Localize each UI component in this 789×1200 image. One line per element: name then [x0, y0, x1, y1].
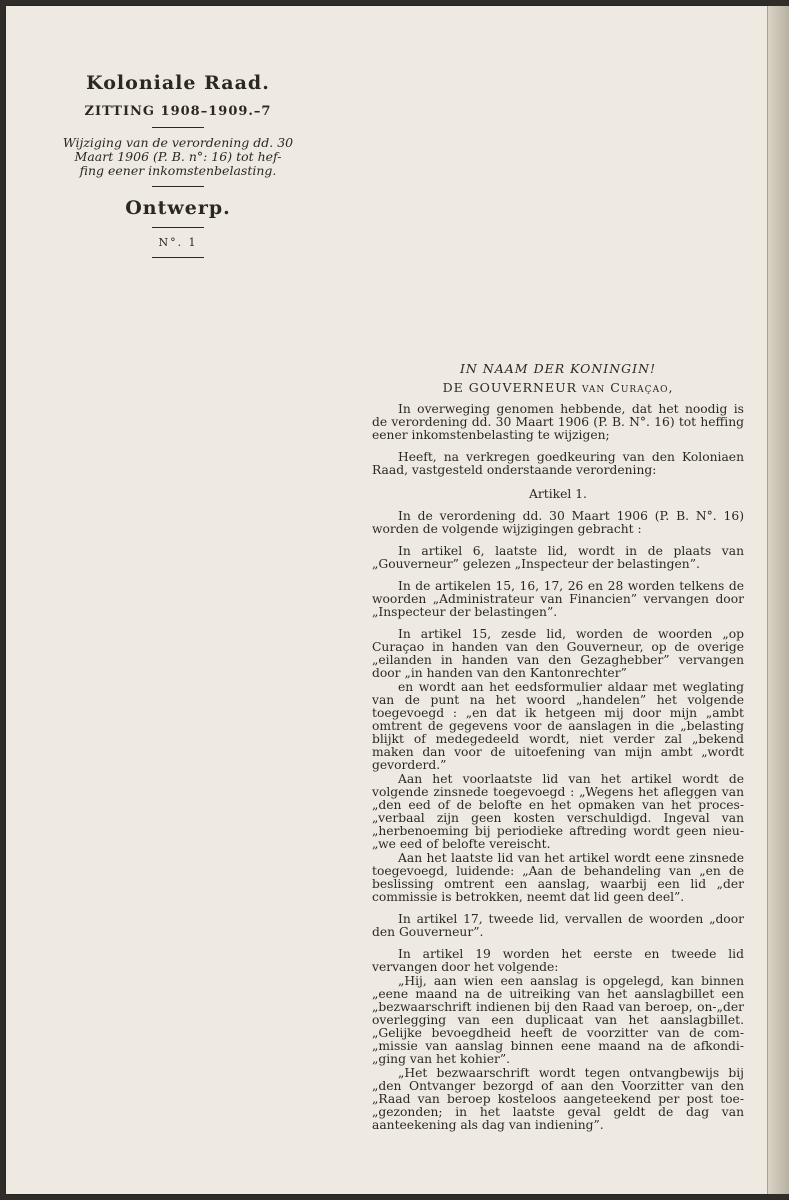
invocation-line: IN NAAM DER KONINGIN!: [459, 361, 657, 376]
council-title: Koloniale Raad.: [86, 72, 270, 94]
document-page: [6, 6, 768, 1194]
document-body: [372, 362, 744, 1132]
governor-territory: van Curaçao,: [582, 380, 674, 395]
enactment-paragraph: Heeft, na verkregen goedkeuring van den Koloniaen Raad, vastgesteld onderstaande verordening:: [372, 450, 744, 477]
article-paragraph: In de verordening dd. 30 Maart 1906 (P. B. N°. 16) worden de volgende wijzigingen gebracht :: [372, 509, 744, 536]
header-rule: [152, 257, 204, 258]
article-paragraph: en wordt aan het eedsformulier aldaar met weglating van de punt na het woord „handelen” het volgende toegevoegd : „en dat ik hetgeen mij door mijn „ambt omtrent de gegevens voor de aanslagen in die „belasting blijkt of medegedeeld wordt, niet verder zal „bekend maken dan voor de uitoefening van mijn ambt „wordt gevorderd.”: [372, 680, 744, 772]
article-paragraph: „Hij, aan wien een aanslag is opgelegd, kan binnen „eene maand na de uitreiking van het aanslagbillet een „bezwaarschrift indienen bij den Raad van beroep, on-„der overlegging van een duplicaat van het aanslagbillet. „Gelijke bevoegdheid heeft de voorzitter van de com-„missie van aanslag binnen eene maand na de afkondi-„ging van het kohier”.: [372, 974, 744, 1066]
subject-description: Wijziging van de verordening dd. 30 Maart 1906 (P. B. n°: 16) tot hef- fing eener inkomstenbelasting.: [62, 135, 294, 178]
article-paragraph: In de artikelen 15, 16, 17, 26 en 28 worden telkens de woorden „Administrateur van Financien” vervangen door „Inspecteur der belastingen”.: [372, 579, 744, 619]
preamble-paragraph: In overweging genomen hebbende, dat het noodig is de verordening dd. 30 Maart 1906 (P. B. N°. 16) tot heffing eener inkomstenbelasting te wijzigen;: [372, 402, 744, 442]
article-paragraph: „Het bezwaarschrift wordt tegen ontvangbewijs bij „den Ontvanger bezorgd of aan den Voorzitter van den „Raad van beroep kosteloos aangeteekend per post toe-„gezonden; in het laatste geval geldt de dag van aanteekening als dag van indiening”.: [372, 1066, 744, 1132]
article-paragraph: Aan het voorlaatste lid van het artikel wordt de volgende zinsnede toegevoegd : „Wegens het afleggen van „den eed of de belofte en het opmaken van het proces-„verbaal zijn geen kosten verschuldigd. Ingeval van „herbenoeming bij periodieke aftreding wordt geen nieu-„we eed of belofte vereischt.: [372, 772, 744, 851]
governor-title: DE GOUVERNEUR: [442, 380, 583, 395]
article-paragraph: Aan het laatste lid van het artikel wordt eene zinsnede toegevoegd, luidende: „Aan de behandeling van „en de beslissing omtrent een aanslag, waarbij een lid „der commissie is betrokken, neemt dat lid geen deel”.: [372, 851, 744, 904]
document-number: N°. 1: [158, 236, 198, 249]
document-header: [58, 72, 298, 266]
header-rule: [152, 186, 204, 187]
article-paragraph: In artikel 6, laatste lid, wordt in de plaats van „Gouverneur” gelezen „Inspecteur der belastingen”.: [372, 544, 744, 571]
session-label: ZITTING 1908–1909.–7: [84, 104, 272, 119]
header-rule: [152, 127, 204, 128]
header-rule: [152, 227, 204, 228]
article-heading: Artikel 1.: [529, 487, 587, 501]
governor-line: [372, 381, 744, 394]
page-gutter: [767, 6, 789, 1194]
article-paragraph: In artikel 19 worden het eerste en tweede lid vervangen door het volgende:: [372, 947, 744, 974]
article-paragraph: In artikel 17, tweede lid, vervallen de woorden „door den Gouverneur”.: [372, 912, 744, 939]
article-paragraph: In artikel 15, zesde lid, worden de woorden „op Curaçao in handen van den Gouverneur, op de overige „eilanden in handen van den Gezaghebber” vervangen door „in handen van den Kantonrechter”: [372, 627, 744, 680]
draft-label: Ontwerp.: [125, 197, 231, 219]
